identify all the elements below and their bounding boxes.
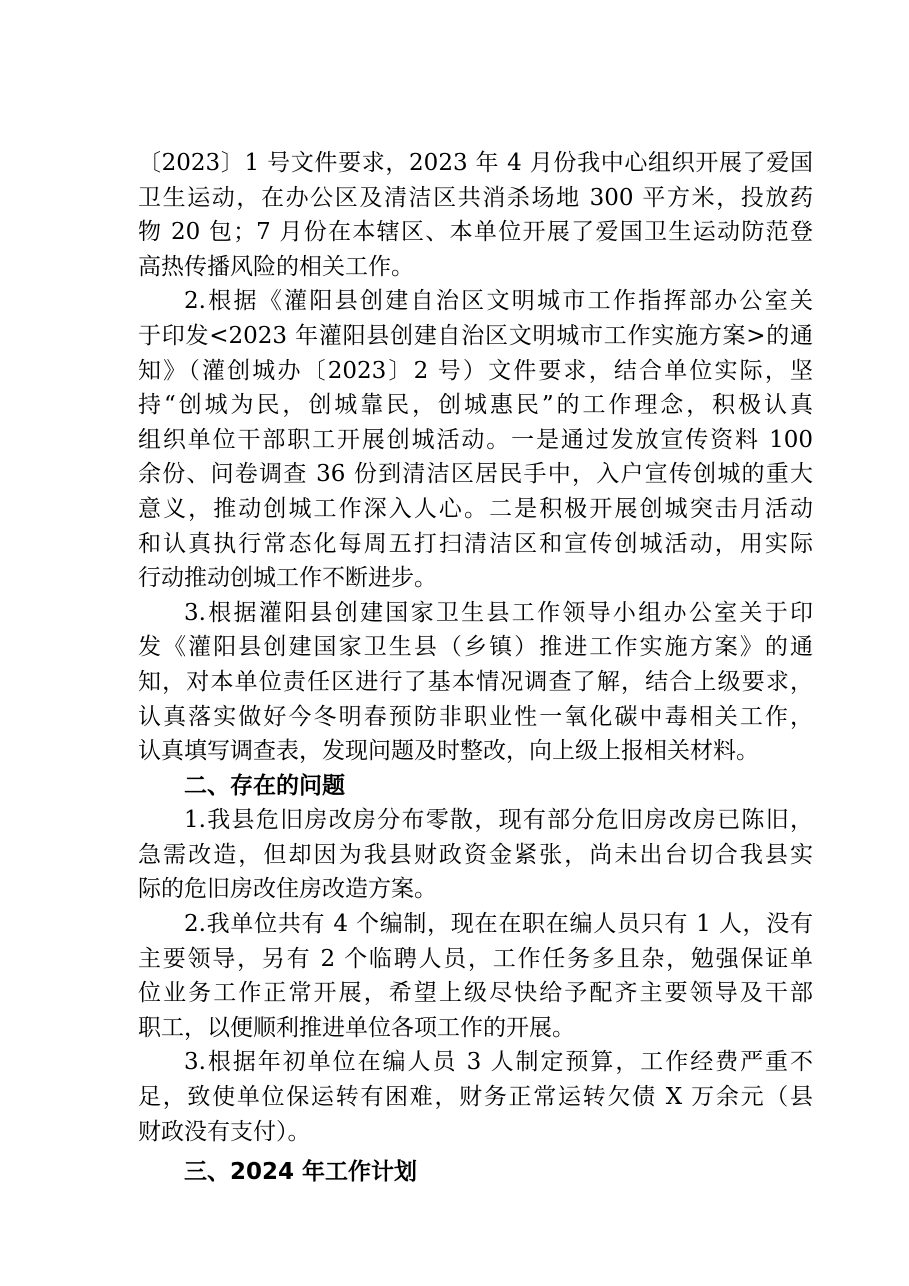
paragraph-1 [138,146,813,284]
document-body [138,146,813,1190]
text-line: 持“创城为民，创城靠民，创城惠民”的工作理念，积极认真 [138,392,813,419]
text-line: 急需改造，但却因为我县财政资金紧张，尚未出台切合我县实 [138,841,813,868]
text-line: 认真落实做好今冬明春预防非职业性一氧化碳中毒相关工作， [138,703,813,730]
text-line: 3.根据灌阳县创建国家卫生县工作领导小组办公室关于印 [184,599,813,626]
text-line: 际的危旧房改住房改造方案。 [138,876,437,903]
section-heading-problems: 二、存在的问题 [184,772,345,799]
paragraph-2 [138,284,813,595]
text-line: 财政没有支付）。 [138,1118,311,1145]
text-line: 认真填写调查表，发现问题及时整改，向上级上报相关材料。 [138,738,759,765]
text-line: 于印发<2023 年灌阳县创建自治区文明城市工作实施方案>的通 [138,322,813,349]
text-line: 1.我县危旧房改房分布零散，现有部分危旧房改房已陈旧， [184,807,813,834]
text-line: 职工，以便顺利推进单位各项工作的开展。 [138,1014,575,1041]
text-line: 位业务工作正常开展，希望上级尽快给予配齐主要领导及干部 [138,980,813,1007]
paragraph-3 [138,596,813,769]
paragraph-5 [138,907,813,1045]
text-line: 组织单位干部职工开展创城活动。一是通过发放宣传资料 100 [138,426,813,453]
paragraph-4 [138,803,813,907]
text-line: 2.根据《灌阳县创建自治区文明城市工作指挥部办公室关 [184,288,813,315]
text-line: 〔2023〕1 号文件要求，2023 年 4 月份我中心组织开展了爱国 [138,150,813,176]
text-line: 足，致使单位保运转有困难，财务正常运转欠债 X 万余元（县 [138,1084,813,1111]
text-line: 和认真执行常态化每周五打扫清洁区和宣传创城活动，用实际 [138,530,813,557]
text-line: 发《灌阳县创建国家卫生县（乡镇）推进工作实施方案》的通 [138,634,813,661]
text-line: 行动推动创城工作不断进步。 [138,565,437,592]
text-line: 卫生运动，在办公区及清洁区共消杀场地 300 平方米，投放药 [138,184,813,211]
text-line: 知，对本单位责任区进行了基本情况调查了解，结合上级要求， [138,668,813,695]
text-line: 物 20 包；7 月份在本辖区、本单位开展了爱国卫生运动防范登 [138,219,813,246]
text-line: 2.我单位共有 4 个编制，现在在职在编人员只有 1 人，没有 [184,911,813,938]
text-line: 余份、问卷调查 36 份到清洁区居民手中，入户宣传创城的重大 [138,461,813,488]
text-line: 意义，推动创城工作深入人心。二是积极开展创城突击月活动 [138,495,813,522]
text-line: 主要领导，另有 2 个临聘人员，工作任务多且杂，勉强保证单 [138,945,813,972]
paragraph-6 [138,1045,813,1149]
text-line: 高热传播风险的相关工作。 [138,253,414,280]
section-heading-plan-2024: 三、2024 年工作计划 [184,1159,418,1186]
text-line: 3.根据年初单位在编人员 3 人制定预算，工作经费严重不 [184,1049,813,1076]
text-line: 知》（灌创城办〔2023〕2 号）文件要求，结合单位实际，坚 [138,357,813,384]
